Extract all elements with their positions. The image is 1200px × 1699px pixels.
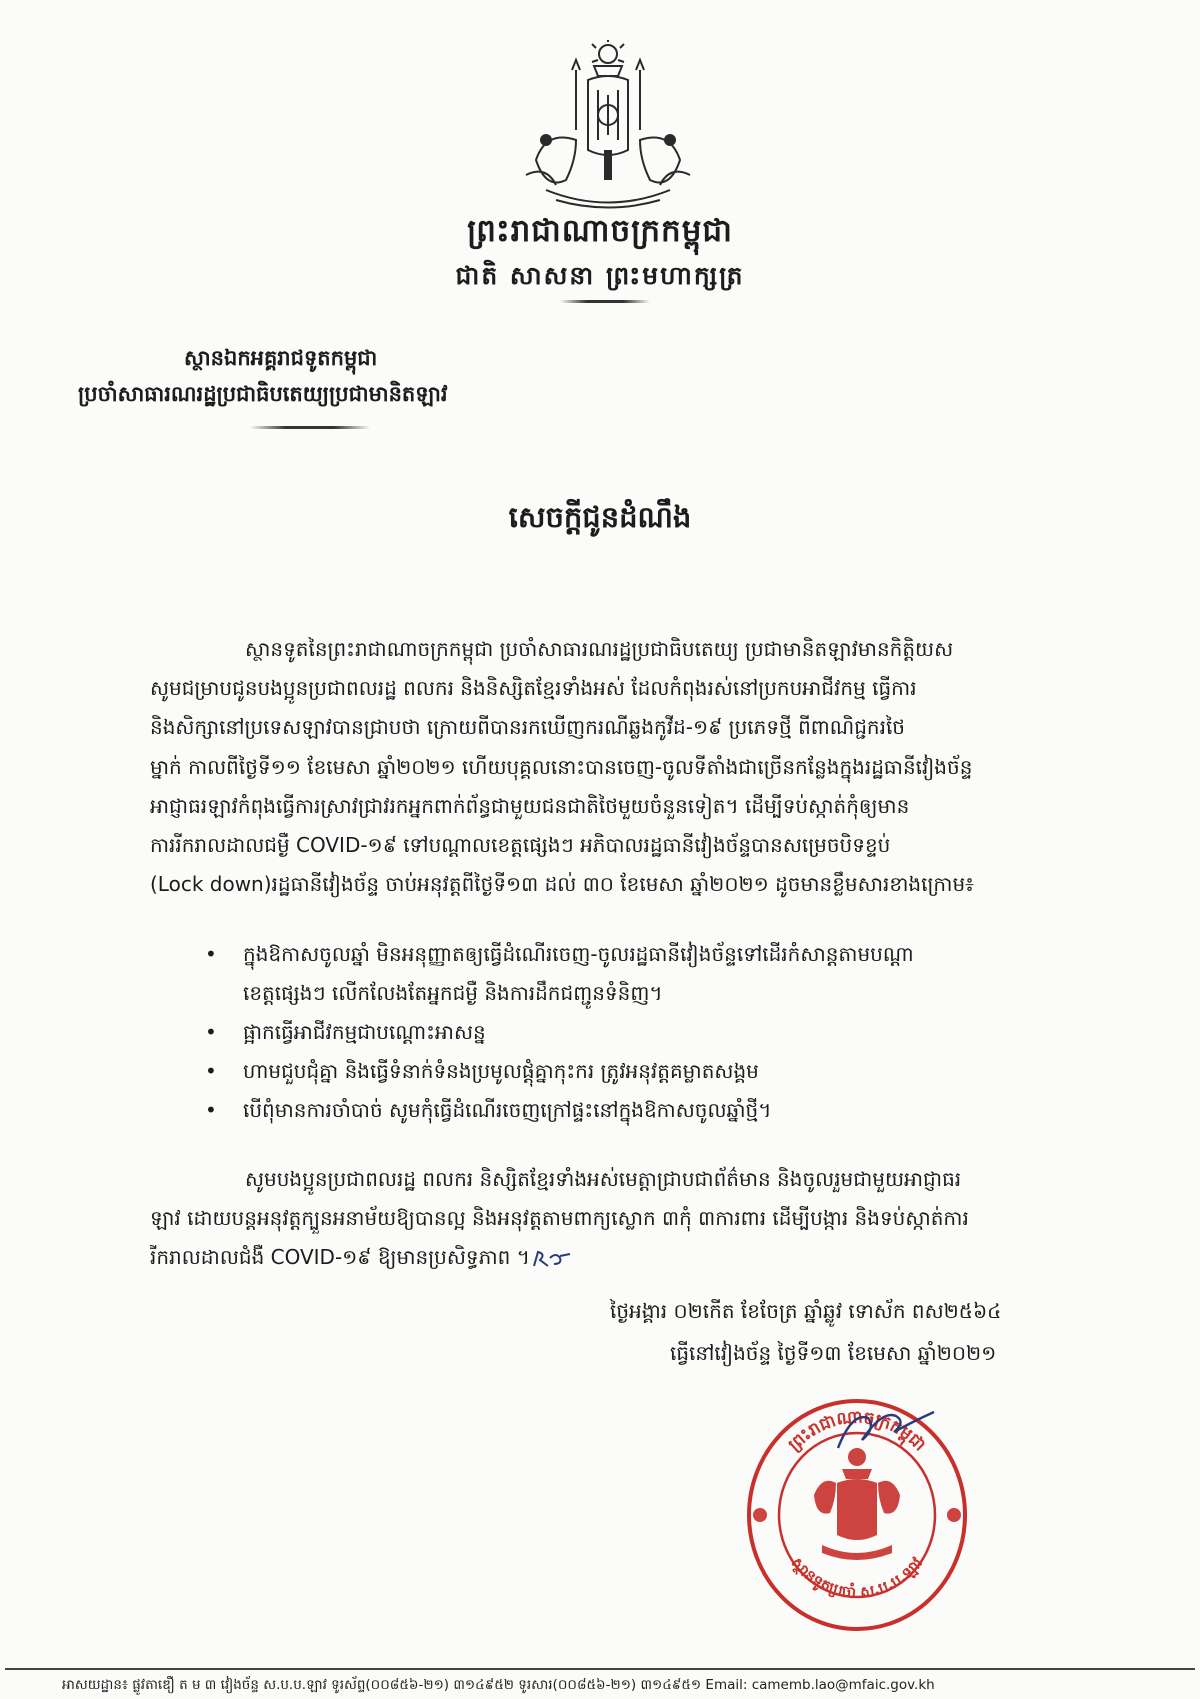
footer-address: អាសយដ្ឋាន៖ ផ្លូវតាឌឿ ត ម ៣ វៀងច័ន្ទ ស.ប.ប.ឡាវ ទូរស័ព្ទ(០០៨៥៦-២១) ៣១៤៩៥២ ទូរសារ(០០៨៥៦-២១) ៣១៤៩៥១ Email: camemb.lao@mfaic.gov.kh: [62, 1677, 935, 1693]
handwritten-initials-icon: [530, 1248, 574, 1270]
embassy-location: ប្រចាំសាធារណរដ្ឋប្រជាធិបតេយ្យប្រជាមានិតឡាវ: [78, 381, 448, 406]
notice-paragraph-1: [150, 630, 1110, 904]
list-item: [205, 1013, 1125, 1052]
signature-icon: [832, 1398, 942, 1458]
svg-text:ស្ថានទូតប្រចាំ ស.ប.ប.ឡាវ: [787, 1554, 926, 1602]
footer-divider: [5, 1668, 1195, 1670]
list-item-line: • ហាមជួបជុំគ្នា និងធ្វើទំនាក់ទំនងប្រមូលផ្តុំគ្នាកុះករ ត្រូវអនុវត្តគម្លាតសង្គម: [243, 1059, 759, 1083]
paragraph-line: សូមជម្រាបជូនបងប្អូនប្រជាពលរដ្ឋ ពលករ និងនិស្សិតខ្មែរទាំងអស់ ដែលកំពុងរស់នៅប្រកបអាជីវកម្ម ធ្វើការ: [150, 676, 917, 701]
royal-arms-of-cambodia-icon: [516, 40, 700, 212]
paragraph-line: ម្នាក់ កាលពីថ្ងៃទី១១ ខែមេសា ឆ្នាំ២០២១ ហើយបុគ្គលនោះបានចេញ-ចូលទីតាំងជាច្រើនកន្លែងក្នុងរដ្ឋធានីវៀងច័ន្ទ: [150, 754, 973, 779]
list-item: [205, 1091, 1125, 1130]
divider-ornament: [250, 426, 370, 429]
measures-list: [205, 935, 1125, 1130]
paragraph-line: អាជ្ញាធរឡាវកំពុងធ្វើការស្រាវជ្រាវរកអ្នកពាក់ព័ន្ធជាមួយជនជាតិថៃមួយចំនួនទៀត។ ដើម្បីទប់ស្កាត់កុំឲ្យមាន: [150, 793, 910, 818]
kingdom-motto: ជាតិ សាសនា ព្រះមហាក្សត្រ: [455, 261, 745, 290]
notice-title: សេចក្តីជូនដំណឹង: [508, 500, 692, 534]
paragraph-line: ឡាវ ដោយបន្តអនុវត្តក្បួនអនាម័យឱ្យបានល្អ និងអនុវត្តតាមពាក្យស្លោក ៣កុំ ៣ការពារ ដើម្បីបង្ការ និងទប់ស្កាត់ការ: [150, 1206, 969, 1231]
list-item-line: • ផ្អាកធ្វើអាជីវកម្មជាបណ្តោះអាសន្ន: [243, 1020, 486, 1044]
paragraph-line: [150, 1238, 1110, 1277]
list-item-line: • ក្នុងឱកាសចូលឆ្នាំ មិនអនុញ្ញាតឲ្យធ្វើដំណើរចេញ-ចូលរដ្ឋធានីវៀងច័ន្ទទៅដើរកំសាន្តតាមបណ្តា: [243, 942, 914, 966]
list-item: [205, 935, 1125, 1013]
issue-place-date: ធ្វើនៅវៀងច័ន្ទ ថ្ងៃទី១៣ ខែមេសា ឆ្នាំ២០២១: [670, 1341, 997, 1365]
paragraph-line: ស្ថានទូតនៃព្រះរាជាណាចក្រកម្ពុជា ប្រចាំសាធារណរដ្ឋប្រជាធិបតេយ្យ ប្រជាមានិតឡាវមានកិត្តិយស: [245, 637, 954, 661]
seal-bottom-text: ស្ថានទូតប្រចាំ ស.ប.ប.ឡាវ: [787, 1553, 927, 1602]
notice-paragraph-2: [150, 1160, 1110, 1278]
lunar-date: ថ្ងៃអង្គារ ០២កើត ខែចែត្រ ឆ្នាំឆ្លូវ ទោស័ក ពស២៥៦៤: [610, 1299, 1002, 1323]
list-item-line: • បើពុំមានការចាំបាច់ សូមកុំធ្វើដំណើរចេញក្រៅផ្ទះនៅក្នុងឱកាសចូលឆ្នាំថ្មី។: [243, 1098, 772, 1122]
seal-top-text: ព្រះរាជាណាចក្រកម្ពុជា: [784, 1407, 930, 1456]
embassy-name: ស្ថានឯកអគ្គរាជទូតកម្ពុជា: [184, 345, 378, 370]
list-item-line: ខេត្តផ្សេងៗ លើកលែងតែអ្នកជម្ងឺ និងការដឹកជញ្ជូនទំនិញ។: [243, 981, 663, 1005]
divider-ornament: [560, 300, 650, 303]
paragraph-line: (Lock down)រដ្ឋធានីវៀងច័ន្ទ ចាប់អនុវត្តពីថ្ងៃទី១៣ ដល់ ៣០ ខែមេសា ឆ្នាំ២០២១ ដូចមានខ្លឹមសារខាងក្រោម៖: [150, 872, 974, 897]
kingdom-title: ព្រះរាជាណាចក្រកម្ពុជា: [467, 213, 733, 249]
list-item: [205, 1052, 1125, 1091]
paragraph-line: និងសិក្សានៅប្រទេសឡាវបានជ្រាបថា ក្រោយពីបានរកឃើញករណីឆ្លងកូវីដ-១៩ ប្រភេទថ្មី ពីពាណិជ្ជករថៃ: [150, 715, 905, 740]
paragraph-line: ការរីករាលដាលជម្ងឺ COVID-១៩ ទៅបណ្តាលខេត្តផ្សេងៗ អភិបាលរដ្ឋធានីវៀងច័ន្ទបានសម្រេចបិទខ្ទប់: [150, 833, 891, 858]
paragraph-line: សូមបងប្អូនប្រជាពលរដ្ឋ ពលករ និស្សិតខ្មែរទាំងអស់មេត្តាជ្រាបជាព័ត៌មាន និងចូលរួមជាមួយអាជ្ញាធរ: [245, 1167, 962, 1191]
paragraph-line-text: រីករាលដាលជំងឺ COVID-១៩ ឱ្យមានប្រសិទ្ធភាព ។: [150, 1245, 530, 1270]
